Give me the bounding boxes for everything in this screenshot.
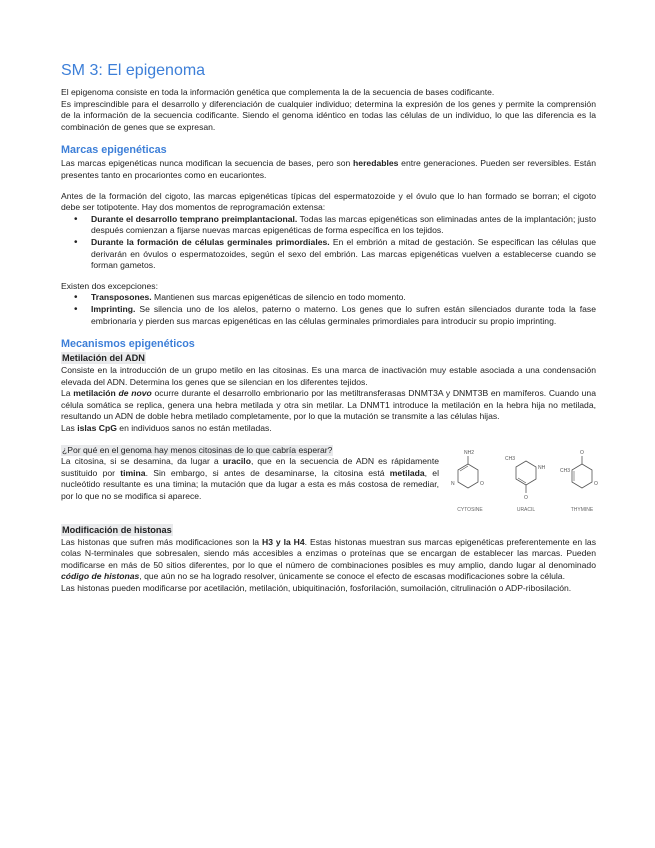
cytosine-structure [447,447,493,514]
text-run: ocurre durante el desarrollo embrionario por las metiltransferasas DNMT3A y DNMT3B en mamíferos. Cuando una célula somática se replica, genera una hebra metilada y otra sin metilar. La DNMT1 introduce la metilación en la hebra hija no metilada, resultando un ADN de doble hebra metilado completamente, por lo que la mutación se transmite a las células hijas. [61,388,596,422]
text-run: en individuos sanos no están metiladas. [116,423,272,434]
italic-term: de novo [118,388,152,399]
molecule-label: CYTOSINE [457,506,483,513]
text-run: Se silencia uno de los alelos, paterno o materno. Los genes que lo sufren están silenciados durante toda la fase embrionaria y pierden sus marcas epigenéticas en las células germinales primordiales para introducir su propio imprinting. [91,303,596,326]
bold-term: metilada [389,467,425,478]
atom-label: O [594,480,598,487]
metilacion-paragraph-2 [61,388,596,423]
atom-label: NH2 [464,449,475,456]
question-block [61,445,596,514]
bold-term: heredables [353,158,399,169]
atom-label: CH3 [560,467,571,474]
page-title: SM 3: El epigenoma [61,62,206,79]
histonas-paragraph-2: Las histonas pueden modificarse por acetilación, metilación, ubiquitinación, fosforilación, sumoilación, citrulinación o ADP-ribosilación. [61,583,572,594]
text-run: , el nucleótido resultante es una timina; la mutación que da lugar a esta es más costosa de remediar, por lo que no se modifica si aparece. [61,467,439,502]
list-item [91,237,596,272]
thymine-diagram [560,447,604,507]
section-heading-marcas: Marcas epigenéticas [61,144,167,157]
list-item [91,214,596,237]
intro-paragraph-1: El epigenoma consiste en toda la información genética que complementa la de la secuencia de bases codificante. [61,87,495,97]
bold-term: H3 y la H4 [262,536,305,547]
bold-term: Durante el desarrollo temprano preimplantacional. [91,213,298,224]
document-body [61,60,596,595]
uracil-structure [503,447,549,514]
molecule-figures [447,447,605,514]
uracil-diagram [504,447,548,507]
marcas-paragraph-2: Antes de la formación del cigoto, las marcas epigenéticas típicas del espermatozoide y el óvulo que lo han formado se borran; el cigoto debe ser totipotente. Hay dos momentos de reprogramación extensa: [61,190,596,213]
intro-paragraph-2: Es imprescindible para el desarrollo y diferenciación de cualquier individuo; determina la expresión de los genes y permite la comprensión de la información de la secuencia codificante. Siendo el genoma idéntico en todas las células de un individuo, lo que las diferencia es la combinación de genes que se expresan. [61,98,596,132]
text-run: Mantienen sus marcas epigenéticas de silencio en todo momento. [151,292,406,303]
bold-term: Transposones. [91,292,152,303]
bold-term: Durante la formación de células germinales primordiales. [91,236,330,247]
text-run: Todas las marcas epigenéticas son eliminadas antes de la implantación; justo después comienzan a fijarse nuevas marcas epigenéticas de forma específica en los tejidos. [91,213,596,236]
metilacion-paragraph-3 [61,423,596,435]
list-item [91,292,596,304]
marcas-paragraph-1 [61,158,596,181]
metilacion-paragraph-1: Consiste en la introducción de un grupo metilo en las citosinas. Es una marca de inactivación muy estable asociada a una condensación elevada del ADN. Determina los genes que se silencian en los diferentes tejidos. [61,365,596,387]
atom-label: CH3 [505,455,516,462]
atom-label: O [580,449,584,456]
text-run: Las marcas epigenéticas nunca modifican la secuencia de bases, pero son [61,158,354,169]
subheading-histonas: Modificación de histonas [62,524,172,535]
marcas-paragraph-3: Existen dos excepciones: [61,280,158,291]
atom-label: N [451,480,455,487]
atom-label: NH [538,464,546,471]
question-text [61,445,439,514]
text-run: Las histonas que sufren más modificaciones son la [61,536,263,547]
question-answer [61,456,439,502]
list-item [91,304,596,327]
atom-label: O [480,480,484,487]
subheading-metilacion: Metilación del ADN [62,353,145,364]
text-run: , que aún no se ha logrado resolver, únicamente se conoce el efecto de escasas modificaciones sobre la célula. [139,571,565,582]
bold-term: Imprinting. [91,303,136,314]
italic-term: código de histonas [61,571,140,582]
text-run: Las [61,423,78,434]
cytosine-diagram [448,447,492,507]
text-run: La citosina, si se desamina, da lugar a [61,456,223,467]
text-run: entre generaciones. Pueden ser reversibles. Están presentes tanto en procariontes como en eucariontes. [61,158,596,180]
exceptions-list [61,292,596,327]
bold-term: islas CpG [77,423,117,434]
section-heading-mecanismos: Mecanismos epigenéticos [61,338,195,351]
thymine-structure [559,447,605,514]
text-run: , que en la secuencia de ADN es rápidamente sustituido por [61,456,439,478]
text-run: . Sin embargo, si antes de desaminarse, la citosina está [145,467,390,478]
text-run: En el embrión a mitad de gestación. Se especifican las células que derivarán en óvulos o espermatozoides, según el sexo del embrión. Las marcas epigenéticas vuelven a establecerse cuando se forman gametos. [91,236,596,271]
molecule-label: URACIL [516,506,536,513]
histonas-paragraph-1 [61,537,596,583]
bold-term: timina [120,467,146,478]
atom-label: O [524,494,528,501]
reprogramming-list [61,214,596,272]
bold-term: metilación [73,388,119,399]
question-heading: ¿Por qué en el genoma hay menos citosinas de lo que cabría esperar? [62,444,333,455]
molecule-label: THYMINE [570,506,594,513]
bold-term: uracilo [222,456,251,467]
text-run: . Estas histonas muestran sus marcas epigenéticas preferentemente en las colas N-terminales que sobresalen, siendo más accesibles a enzimas o proteínas que se encargan de establecer las marcas. Pueden modificarse en más de 50 sitios diferentes, por lo que el número de combinaciones posibles es muy amplio, dando lugar al denominado [61,536,596,570]
text-run: La [61,388,74,399]
